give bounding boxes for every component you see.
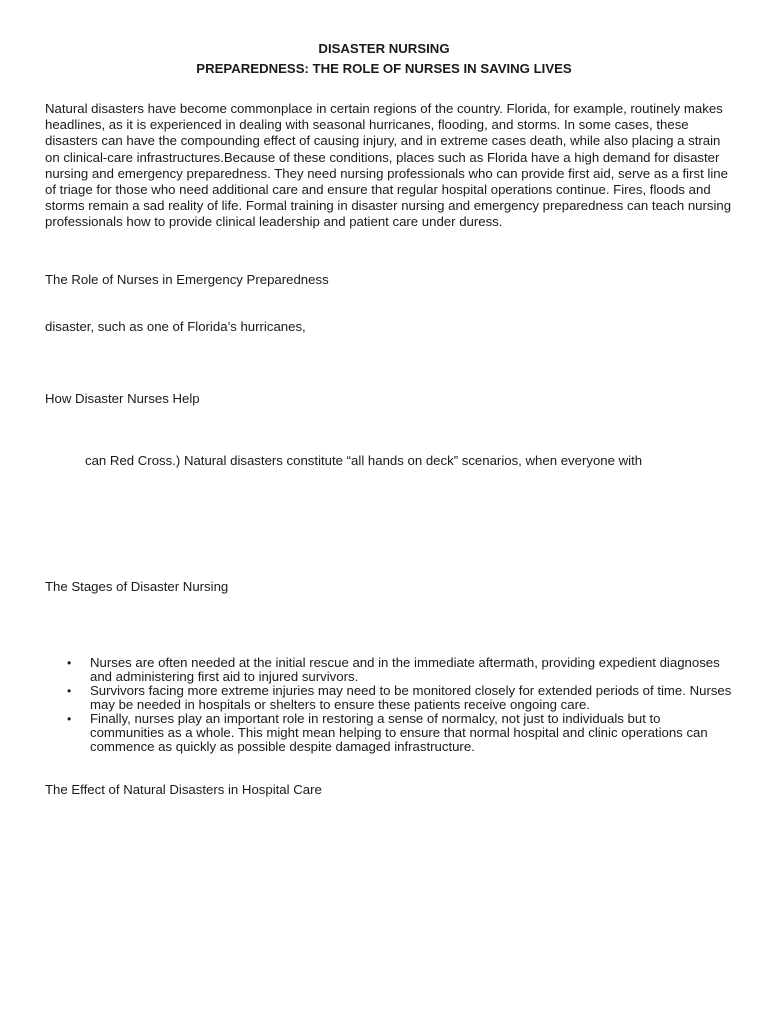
section-heading-effect: The Effect of Natural Disasters in Hospital Care bbox=[45, 782, 322, 797]
bullet-icon: • bbox=[67, 712, 72, 726]
bullet-icon: • bbox=[67, 684, 72, 698]
section-heading-role: The Role of Nurses in Emergency Preparedness bbox=[45, 272, 329, 287]
intro-paragraph: Natural disasters have become commonplace in certain regions of the country. Florida, for example, routinely makes headlines, as it is experienced in dealing with seasonal hurricanes, flooding, and storms. In some cases, these disasters can have the compounding effect of causing injury, and in extreme cases death, while also placing a strain on clinical-care infrastructures.Because of these conditions, places such as Florida have a high demand for disaster nursing and emergency preparedness. They need nursing professionals who can provide first aid, serve as a first line of triage for those who need additional care and ensure that regular hospital operations continue. Fires, floods and storms remain a sad reality of life. Formal training in disaster nursing and emergency preparedness can teach nursing professionals how to provide clinical leadership and patient care under duress. bbox=[45, 101, 732, 230]
list-item bbox=[45, 684, 735, 712]
document-title: DISASTER NURSING bbox=[318, 41, 450, 56]
list-item-text: Finally, nurses play an important role in restoring a sense of normalcy, not just to individuals but to communities as a whole. This might mean helping to ensure that normal hospital and clinic operations can commence as quickly as possible despite damaged infrastructure. bbox=[90, 711, 708, 754]
list-item-text: Nurses are often needed at the initial rescue and in the immediate aftermath, providing expedient diagnoses and administering first aid to injured survivors. bbox=[90, 655, 720, 684]
section-heading-help: How Disaster Nurses Help bbox=[45, 391, 200, 406]
list-item bbox=[45, 656, 735, 684]
stages-list bbox=[45, 656, 735, 754]
list-item-text: Survivors facing more extreme injuries may need to be monitored closely for extended periods of time. Nurses may be needed in hospitals or shelters to ensure these patients receive ongoing care. bbox=[90, 683, 732, 712]
text-fragment-hurricanes: disaster, such as one of Florida’s hurricanes, bbox=[45, 319, 306, 334]
list-item bbox=[45, 712, 735, 754]
bullet-icon: • bbox=[67, 656, 72, 670]
document-subtitle: PREPAREDNESS: THE ROLE OF NURSES IN SAVING LIVES bbox=[196, 61, 572, 76]
text-fragment-red-cross: can Red Cross.) Natural disasters constitute “all hands on deck” scenarios, when everyone with bbox=[85, 453, 643, 468]
section-heading-stages: The Stages of Disaster Nursing bbox=[45, 579, 229, 594]
